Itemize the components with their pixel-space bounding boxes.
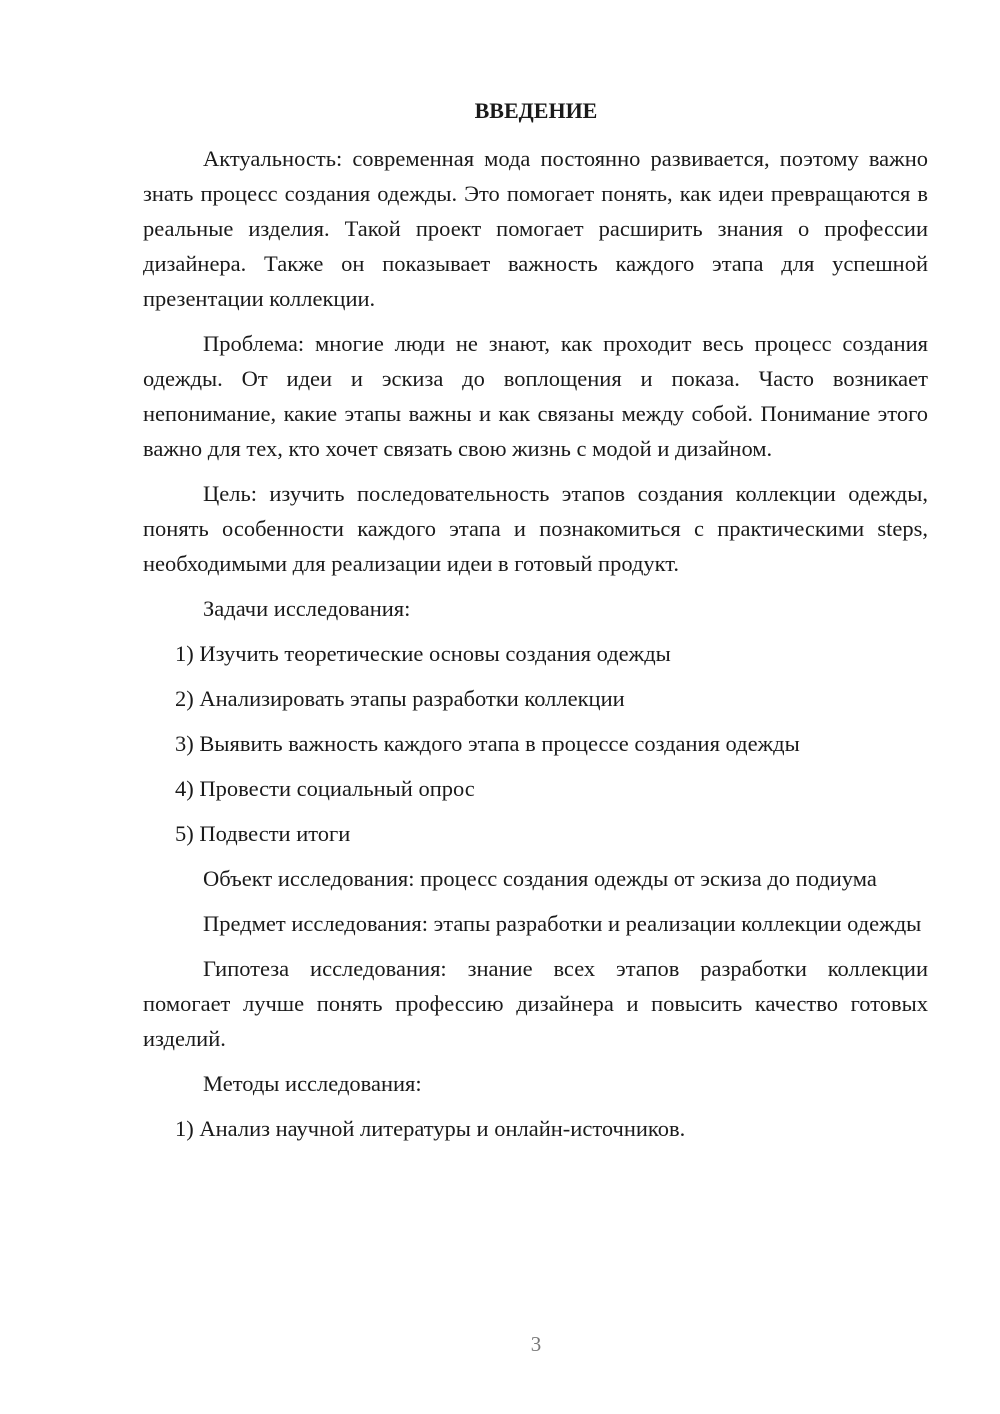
list-item: 4) Провести социальный опрос [175, 776, 475, 801]
paragraph-object: Объект исследования: процесс создания одежды от эскиза до подиума [203, 866, 877, 891]
section-title: ВВЕДЕНИЕ [474, 98, 598, 123]
methods-list [143, 1111, 928, 1146]
paragraph-problem: Проблема: многие люди не знают, как проходит весь процесс создания одежды. От идеи и эскиза до воплощения и показа. Часто возникает непонимание, какие этапы важны и как связаны между собой. Понимание этого важно для тех, кто хочет связать свою жизнь с модой и дизайном. [143, 331, 928, 461]
paragraph-subject: Предмет исследования: этапы разработки и реализации коллекции одежды [203, 911, 922, 936]
tasks-list [143, 636, 928, 851]
list-item: 1) Изучить теоретические основы создания одежды [175, 641, 671, 666]
paragraph-goal: Цель: изучить последовательность этапов создания коллекции одежды, понять особенности каждого этапа и познакомиться с практическими steps, необходимыми для реализации идеи в готовый продукт. [143, 481, 928, 576]
tasks-heading: Задачи исследования: [203, 596, 411, 621]
list-item: 5) Подвести итоги [175, 821, 351, 846]
list-item: 3) Выявить важность каждого этапа в процессе создания одежды [175, 731, 800, 756]
list-item: 1) Анализ научной литературы и онлайн-источников. [175, 1116, 686, 1141]
paragraph-hypothesis: Гипотеза исследования: знание всех этапов разработки коллекции помогает лучше понять профессию дизайнера и повысить качество готовых изделий. [143, 956, 928, 1051]
paragraph-relevance: Актуальность: современная мода постоянно развивается, поэтому важно знать процесс создания одежды. Это помогает понять, как идеи превращаются в реальные изделия. Такой проект помогает расширить знания о профессии дизайнера. Также он показывает важность каждого этапа для успешной презентации коллекции. [143, 146, 928, 311]
document-body [143, 141, 928, 1156]
methods-heading: Методы исследования: [203, 1071, 422, 1096]
page-number: 3 [530, 1332, 542, 1356]
list-item: 2) Анализировать этапы разработки коллекции [175, 686, 625, 711]
